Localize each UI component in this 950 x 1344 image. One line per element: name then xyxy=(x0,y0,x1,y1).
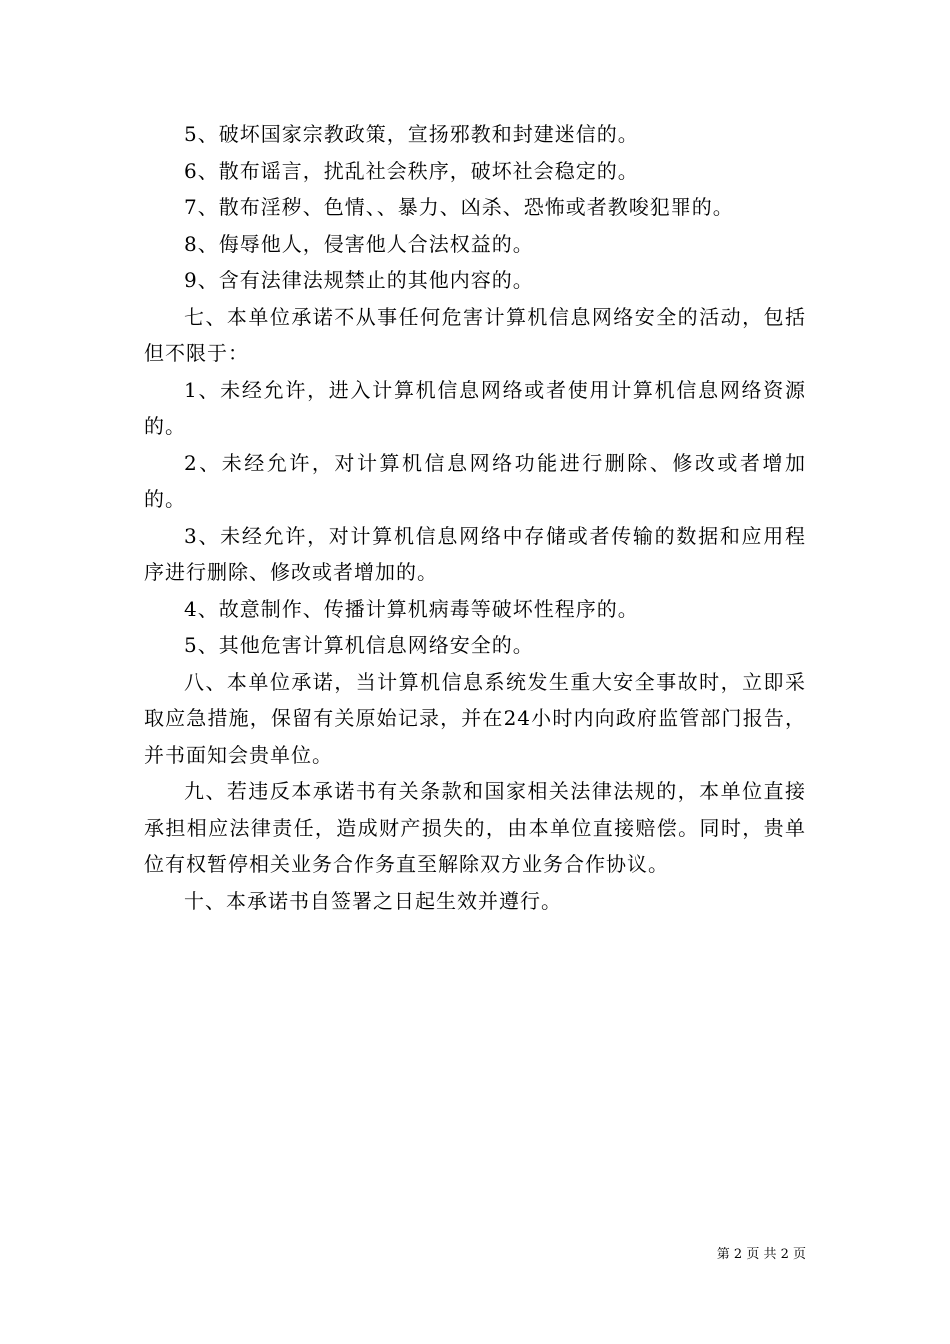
paragraph-section-10: 十、本承诺书自签署之日起生效并遵行。 xyxy=(184,888,562,913)
paragraph-section-8: 八、本单位承诺，当计算机信息系统发生重大安全事故时，立即采取应急措施，保留有关原始记录，并在24小时内向政府监管部门报告，并书面知会贵单位。 xyxy=(144,669,806,767)
page-number-footer: 第 2 页 共 2 页 xyxy=(716,1247,806,1262)
paragraph-item-7-obscenity: 7、散布淫秽、色情、、暴力、凶杀、恐怖或者教唆犯罪的。 xyxy=(184,195,734,219)
paragraph-item-5-religion: 5、破坏国家宗教政策，宣扬邪教和封建迷信的。 xyxy=(184,122,639,146)
paragraph-sub-4-virus: 4、故意制作、传播计算机病毒等破坏性程序的。 xyxy=(184,596,639,621)
paragraph-section-7: 七、本单位承诺不从事任何危害计算机信息网络安全的活动，包括但不限于： xyxy=(144,304,806,365)
paragraph-item-8-insult: 8、侮辱他人，侵害他人合法权益的。 xyxy=(184,231,534,256)
paragraph-item-9-prohibited: 9、含有法律法规禁止的其他内容的。 xyxy=(184,268,534,292)
paragraph-sub-2-function-change: 2、未经允许，对计算机信息网络功能进行删除、修改或者增加的。 xyxy=(144,450,806,511)
paragraph-sub-1-unauthorized-access: 1、未经允许，进入计算机信息网络或者使用计算机信息网络资源的。 xyxy=(144,377,806,438)
paragraph-item-6-rumors: 6、散布谣言，扰乱社会秩序，破坏社会稳定的。 xyxy=(184,158,639,183)
paragraph-section-9: 九、若违反本承诺书有关条款和国家相关法律法规的，本单位直接承担相应法律责任，造成财产损失的，由本单位直接赔偿。同时，贵单位有权暂停相关业务合作务直至解除双方业务合作协议。 xyxy=(144,779,806,876)
document-body xyxy=(144,116,806,919)
paragraph-sub-3-data-change: 3、未经允许，对计算机信息网络中存储或者传输的数据和应用程序进行删除、修改或者增加的。 xyxy=(144,523,806,584)
paragraph-sub-5-other-harm: 5、其他危害计算机信息网络安全的。 xyxy=(184,633,534,657)
